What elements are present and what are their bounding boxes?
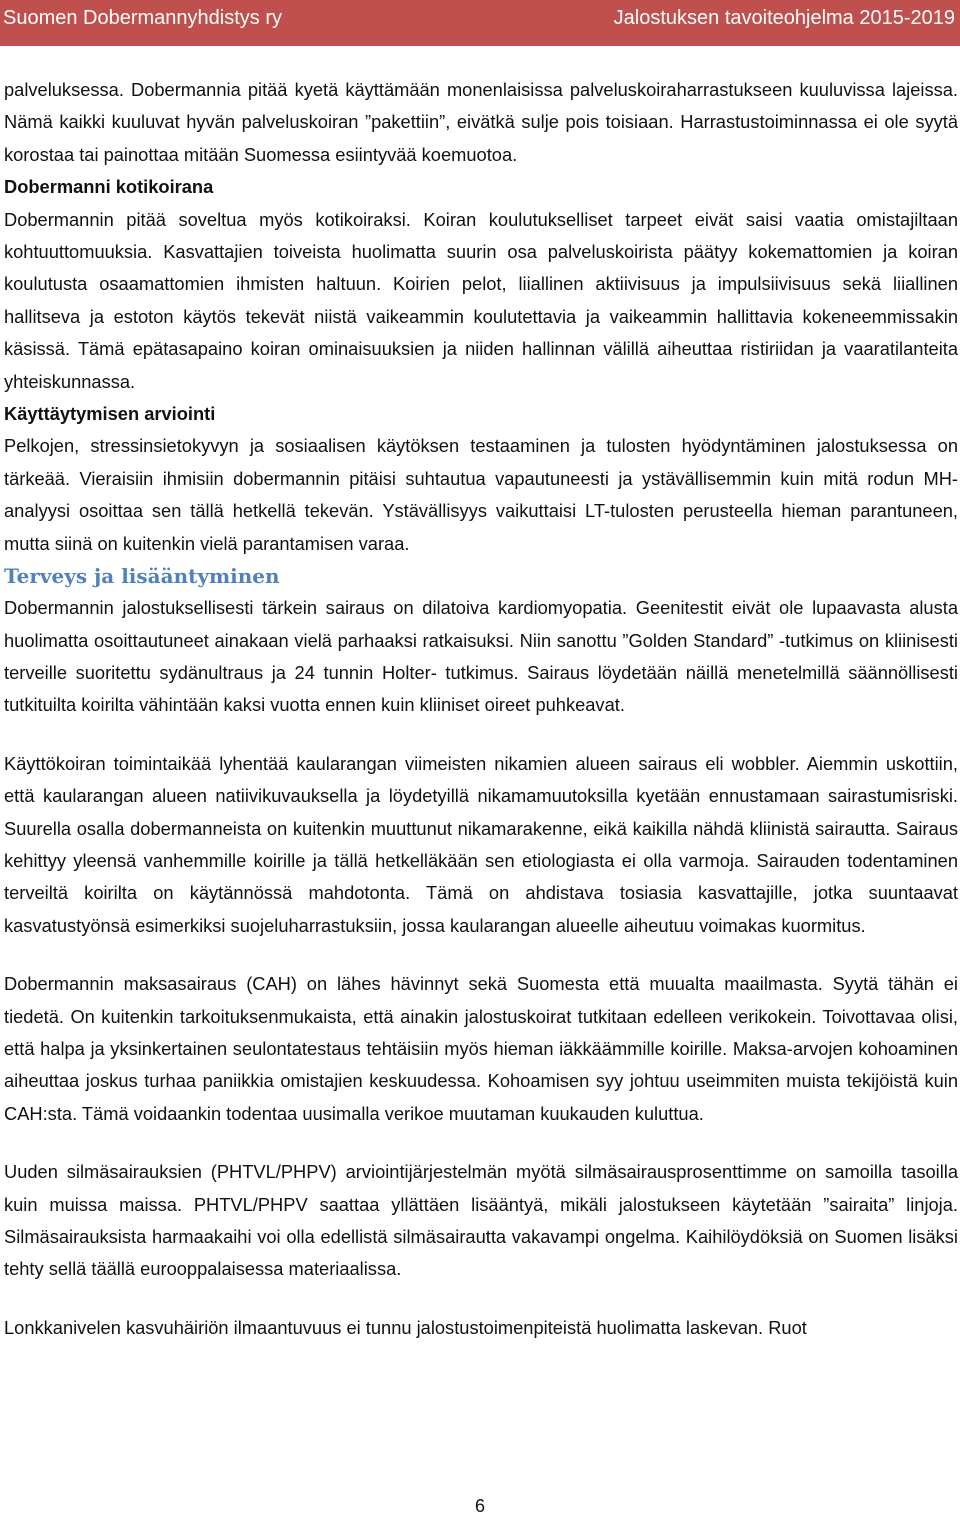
paragraph-terveys-2: Käyttökoiran toimintaikää lyhentää kaularangan viimeisten nikamien alueen sairaus eli wobbler. Aiemmin uskottiin, että kaularangan alueen natiivikuvauksella ja löydetyillä nikamamuutoksilla kyetään ennustamaan sairastumisriski. Suurella osalla dobermanneista on kuitenkin muuttunut nikamarakenne, eikä kaikilla nähdä kliinistä sairautta. Sairaus kehittyy yleensä vanhemmille koirille ja tällä hetkelläkään sen etiologiasta ei olla varmoja. Sairauden todentaminen terveiltä koirilta on käytännössä mahdotonta. Tämä on ahdistava tosiasia kasvattajille, jotka suuntaavat kasvatustyönsä esimerkiksi suojeluharrastuksiin, jossa kaularangan alueelle aiheutuu voimakas kuormitus. bbox=[4, 752, 958, 936]
page-header bbox=[0, 0, 960, 46]
paragraph-terveys-1: Dobermannin jalostuksellisesti tärkein sairaus on dilatoiva kardiomyopatia. Geenitestit eivät ole lupaavasta alusta huolimatta osoittautuneet ainakaan vielä parhaaksi ratkaisuksi. Niin sanottu ”Golden Standard” -tutkimus on kliinisesti terveille suoritettu sydänultraus ja 24 tunnin Holter- tutkimus. Sairaus löydetään näillä menetelmillä säännöllisesti tutkituilta koirilta vähintään kaksi vuotta ennen kuin kliiniset oireet puhkeavat. bbox=[4, 597, 958, 716]
page-number: 6 bbox=[474, 1496, 485, 1516]
paragraph-intro: palveluksessa. Dobermannia pitää kyetä käyttämään monenlaisissa palveluskoiraharrastukseen kuuluvissa lajeissa. Nämä kaikki kuuluvat hyvän palveluskoiran ”pakettiin”, eivätkä sulje pois toisiaan. Harrastustoiminnassa ei ole syytä korostaa tai painottaa mitään Suomessa esiintyvää koemuotoa. bbox=[4, 79, 958, 165]
subheading-kotikoira: Dobermanni kotikoirana bbox=[4, 176, 214, 198]
paragraph-arviointi: Pelkojen, stressinsietokyvyn ja sosiaalisen käytöksen testaaminen ja tulosten hyödyntäminen jalostuksessa on tärkeää. Vieraisiin ihmisiin dobermannin pitäisi suhtautua vapautuneesti ja ystävällisemmin kuin mitä rodun MH-analyysi osoittaa sen tällä hetkellä tekevän. Ystävällisyys vaikuttaisi LT-tulosten perusteella hieman parantuneen, mutta siinä on kuitenkin vielä parantamisen varaa. bbox=[4, 435, 958, 554]
header-organization: Suomen Dobermannyhdistys ry bbox=[3, 7, 283, 29]
paragraph-terveys-4: Uuden silmäsairauksien (PHTVL/PHPV) arviointijärjestelmän myötä silmäsairausprosenttimme on samoilla tasoilla kuin muissa maissa. PHTVL/PHPV saattaa yllättäen lisääntyä, mikäli jalostukseen käytetään ”sairaita” linjoja. Silmäsairauksista harmaakaihi voi olla edellistä silmäsairautta vakavampi ongelma. Kaihilöydöksiä on Suomen lisäksi tehty sellä täällä eurooppalaisessa materiaalissa. bbox=[4, 1161, 958, 1280]
paragraph-terveys-5: Lonkkanivelen kasvuhäiriön ilmaantuvuus ei tunnu jalostustoimenpiteistä huolimatta laskevan. Ruot bbox=[4, 1316, 807, 1338]
paragraph-kotikoira: Dobermannin pitää soveltua myös kotikoiraksi. Koiran koulutukselliset tarpeet eivät saisi vaatia omistajiltaan kohtuuttomuuksia. Kasvattajien toiveista huolimatta suurin osa palveluskoirista päätyy kokemattomien ja koiran koulutusta osaamattomien ihmisten haltuun. Koirien pelot, liiallinen aktiivisuus ja impulsiivisuus sekä liiallinen hallitseva ja estoton käytös tekevät niistä vaikeammin koulutettavia ja vaikeammin hallittavia kokeneemmissakin käsissä. Tämä epätasapaino koiran ominaisuuksien ja niiden hallinnan välillä aiheuttaa ristiriidan ja vaaratilanteita yhteiskunnassa. bbox=[4, 208, 958, 392]
subheading-arviointi: Käyttäytymisen arviointi bbox=[4, 403, 216, 425]
section-heading-terveys: Terveys ja lisääntyminen bbox=[4, 564, 280, 589]
header-document-title: Jalostuksen tavoiteohjelma 2015-2019 bbox=[613, 7, 955, 29]
paragraph-terveys-3: Dobermannin maksasairaus (CAH) on lähes hävinnyt sekä Suomesta että muualta maailmasta. Syytä tähän ei tiedetä. On kuitenkin tarkoituksenmukaista, että ainakin jalostuskoirat tutkitaan edelleen verikokein. Toivottavaa olisi, että halpa ja yksinkertainen seulontatestaus tehtäisiin myös hieman iäkkäämmille koirille. Maksa-arvojen kohoaminen aiheuttaa joskus turhaa paniikkia omistajien keskuudessa. Kohoamisen syy johtuu useimmiten muista tekijöistä kuin CAH:sta. Tämä voidaankin todentaa uusimalla verikoe muutaman kuukauden kuluttua. bbox=[4, 973, 958, 1124]
document-body bbox=[4, 74, 958, 1344]
